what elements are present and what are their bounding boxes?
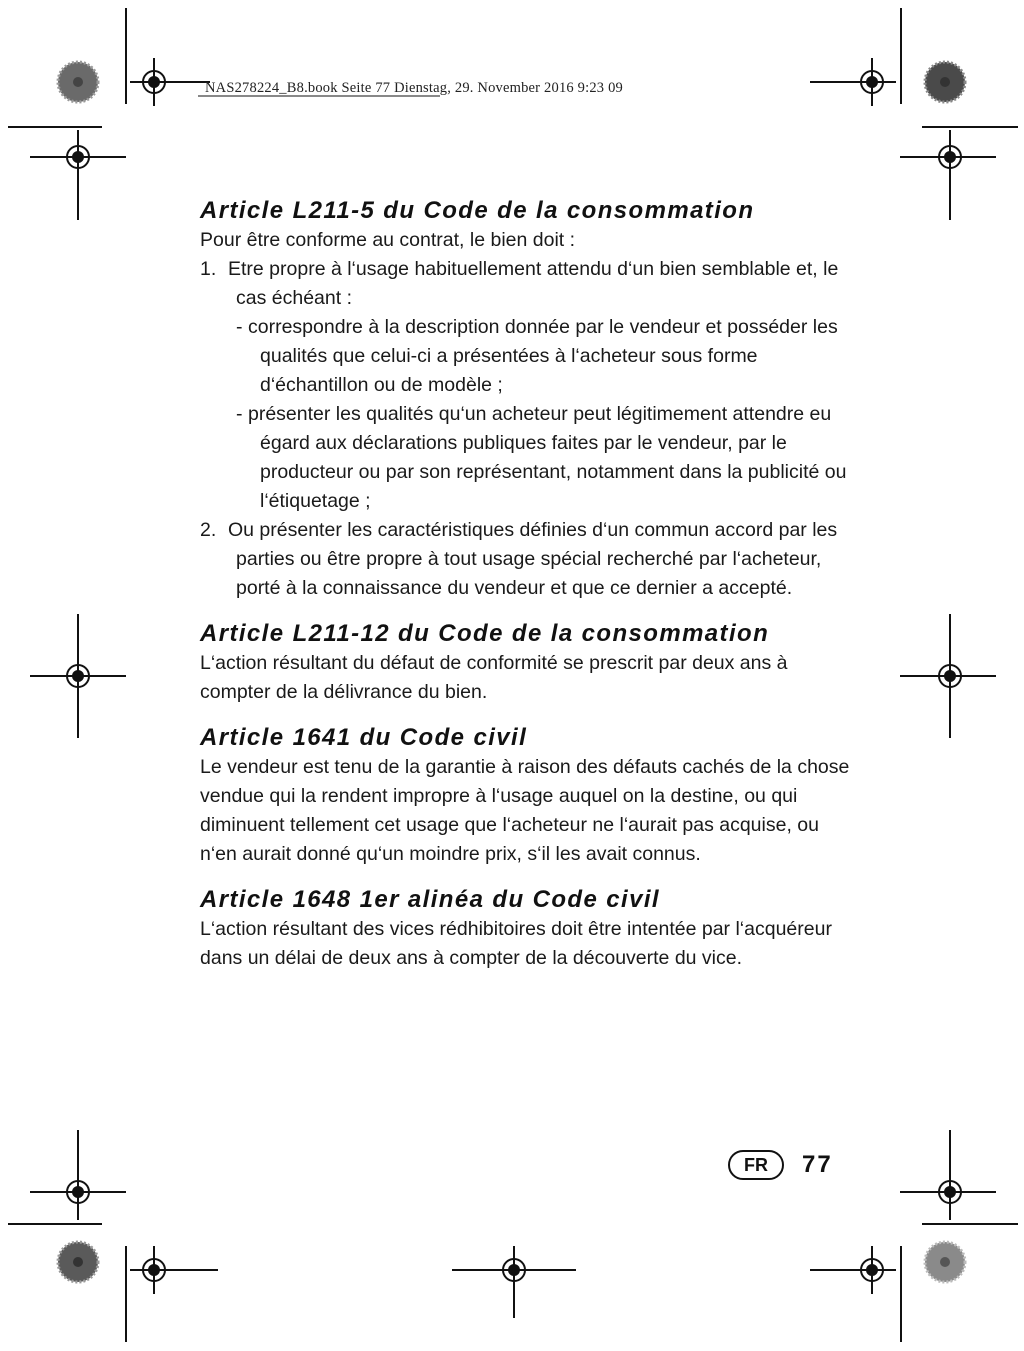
registration-mark-icon <box>810 58 896 106</box>
registration-mark-icon <box>900 614 996 738</box>
section-article-l211-5 <box>200 196 860 603</box>
registration-mark-icon <box>30 614 126 738</box>
sub-item-dash: - <box>236 316 243 338</box>
sub-item <box>236 400 860 516</box>
registration-mark-icon <box>452 1246 576 1318</box>
page-number: 77 <box>802 1151 833 1178</box>
registration-mark-icon <box>900 130 996 220</box>
item-text: Ou présenter les caractéristiques définies d‘un commun accord par les parties ou être propre à tout usage spécial recherché par l‘acheteur, porté à la connaissance du vendeur et que ce dernier a accepté. <box>228 519 838 599</box>
section-heading: Article 1641 du Code civil <box>200 724 528 751</box>
section-heading: Article L211-5 du Code de la consommation <box>200 197 755 224</box>
section-article-1648 <box>200 885 860 973</box>
registration-mark-icon <box>900 1130 996 1220</box>
item-number: 2. <box>200 519 217 541</box>
registration-mark-icon <box>130 1246 218 1294</box>
section-heading: Article L211-12 du Code de la consommation <box>200 620 770 647</box>
registration-mark-icon <box>130 58 210 106</box>
color-target-icon <box>925 1242 965 1282</box>
print-slug: NAS278224_B8.book Seite 77 Dienstag, 29. November 2016 9:23 09 <box>205 80 623 96</box>
numbered-item <box>200 516 860 603</box>
section-text: Le vendeur est tenu de la garantie à raison des défauts cachés de la chose vendue qui la rendent impropre à l‘usage auquel on la destine, ou qui diminuent tellement cet usage que l‘acheteur ne l‘aurait pas acquise, ou n‘en aurait donné qu‘un moindre prix, s‘il les avait connus. <box>200 756 850 865</box>
item-body <box>228 255 860 516</box>
section-intro: Pour être conforme au contrat, le bien doit : <box>200 229 576 251</box>
sub-item-text: correspondre à la description donnée par le vendeur et posséder les qualités que celui-ci a présentées à l‘acheteur sous forme d‘échantillon ou de modèle ; <box>248 316 838 396</box>
section-article-l211-12 <box>200 619 860 707</box>
registration-mark-icon <box>30 130 126 220</box>
section-heading: Article 1648 1er alinéa du Code civil <box>200 886 660 913</box>
section-text: L‘action résultant des vices rédhibitoires doit être intentée par l‘acquéreur dans un délai de deux ans à compter de la découverte du vice. <box>200 918 832 969</box>
page-content <box>200 196 860 989</box>
item-body <box>228 516 860 603</box>
item-text: Etre propre à l‘usage habituellement attendu d‘un bien semblable et, le cas échéant : <box>228 258 839 309</box>
sub-item <box>236 313 860 400</box>
color-target-icon <box>925 62 965 102</box>
numbered-item <box>200 255 860 516</box>
item-number: 1. <box>200 258 217 280</box>
sub-item-text: présenter les qualités qu‘un acheteur peut légitimement attendre eu égard aux déclarations publiques faites par le vendeur, par le producteur ou par son représentant, notamment dans la publicité ou l‘étiquetage ; <box>248 403 847 512</box>
color-target-icon <box>58 62 98 102</box>
language-badge: FR <box>728 1150 784 1180</box>
sub-item-dash: - <box>236 403 243 425</box>
color-target-icon <box>58 1242 98 1282</box>
registration-mark-icon <box>30 1130 126 1220</box>
section-article-1641 <box>200 723 860 869</box>
section-text: L‘action résultant du défaut de conformité se prescrit par deux ans à compter de la délivrance du bien. <box>200 652 788 703</box>
page-footer <box>728 1150 833 1180</box>
registration-mark-icon <box>810 1246 896 1294</box>
